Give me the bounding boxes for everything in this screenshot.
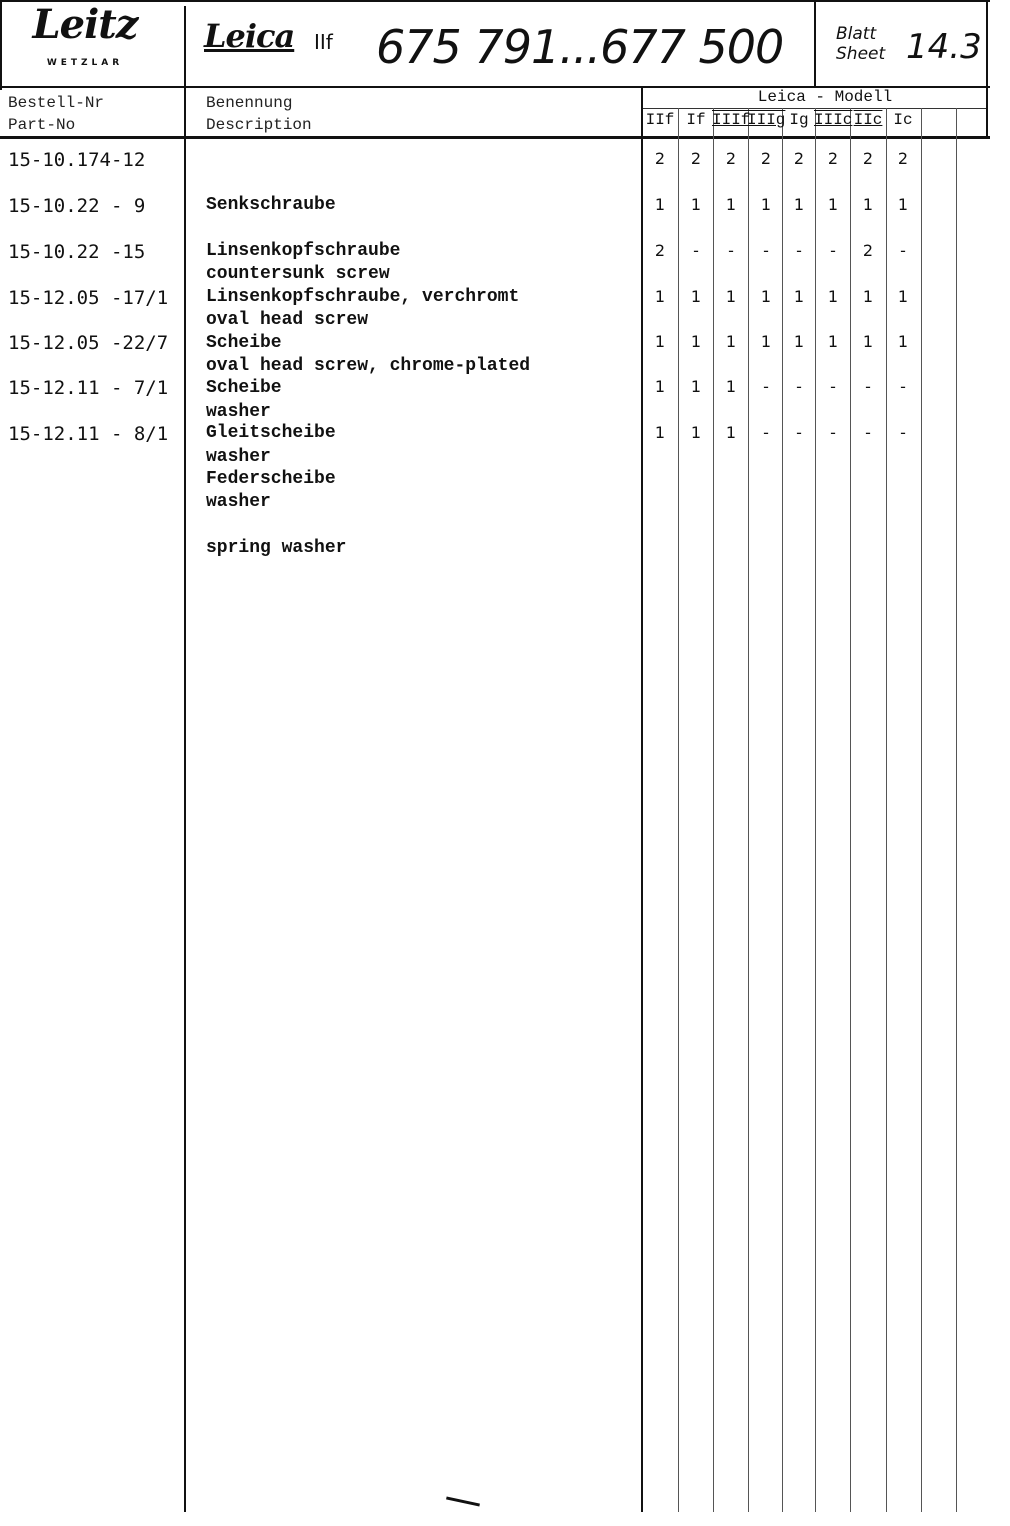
qty-cell: 1 bbox=[654, 332, 666, 351]
part-number: 15-12.11 - 7/1 bbox=[8, 377, 169, 399]
qty-cell: 1 bbox=[725, 377, 737, 396]
part-number: 15-12.11 - 8/1 bbox=[8, 423, 169, 445]
description bbox=[206, 422, 346, 606]
qty-cell: 1 bbox=[654, 195, 666, 214]
qty-cell: 1 bbox=[827, 332, 839, 351]
leitz-logo: Leitz bbox=[32, 1, 138, 48]
description-header bbox=[206, 92, 312, 136]
description-en: washer bbox=[206, 492, 271, 512]
qty-cell: - bbox=[900, 423, 906, 442]
qty-cell: 1 bbox=[897, 287, 909, 306]
qty-cell: 2 bbox=[654, 149, 666, 168]
qty-cell: 1 bbox=[862, 332, 874, 351]
qty-cell: - bbox=[865, 423, 871, 442]
qty-cell: 1 bbox=[897, 332, 909, 351]
leica-logo: Leica bbox=[204, 17, 295, 55]
description-en: washer bbox=[206, 447, 271, 467]
model-col-header: Ig bbox=[789, 111, 809, 129]
qty-cell: - bbox=[900, 241, 906, 260]
model-code: IIf bbox=[314, 30, 333, 54]
qty-cell: 1 bbox=[654, 423, 666, 442]
description-en: countersunk screw bbox=[206, 264, 390, 284]
qty-cell: 1 bbox=[725, 195, 737, 214]
qty-cell: 1 bbox=[690, 423, 702, 442]
qty-cell: 1 bbox=[654, 287, 666, 306]
model-col-header: Ic bbox=[893, 111, 913, 129]
qty-cell: - bbox=[900, 377, 906, 396]
description-de: Federscheibe bbox=[206, 469, 336, 489]
qty-cell: 1 bbox=[690, 332, 702, 351]
qty-cell: - bbox=[796, 377, 802, 396]
qty-cell: - bbox=[796, 241, 802, 260]
qty-cell: 1 bbox=[760, 332, 772, 351]
description-en: spring washer bbox=[206, 538, 347, 558]
part-number: 15-10.22 - 9 bbox=[8, 195, 146, 217]
serial-range: 675 791...677 500 bbox=[376, 20, 784, 74]
part-no-header bbox=[8, 92, 104, 136]
model-col-header: IIc bbox=[853, 111, 883, 129]
model-col-header: IIIg bbox=[747, 111, 786, 129]
qty-cell: 1 bbox=[690, 377, 702, 396]
qty-cell: 1 bbox=[793, 332, 805, 351]
qty-cell: 2 bbox=[654, 241, 666, 260]
description-de: Senkschraube bbox=[206, 195, 336, 215]
qty-cell: 1 bbox=[793, 287, 805, 306]
qty-cell: 1 bbox=[862, 287, 874, 306]
description-de: Linsenkopfschraube bbox=[206, 241, 401, 261]
column-header-rule bbox=[0, 136, 990, 139]
part-no-header-en: Part-No bbox=[8, 116, 76, 134]
qty-cell: 1 bbox=[897, 195, 909, 214]
description-en: oval head screw bbox=[206, 310, 369, 330]
description-header-de: Benennung bbox=[206, 94, 293, 112]
qty-cell: 1 bbox=[690, 287, 702, 306]
qty-cell: 1 bbox=[725, 423, 737, 442]
qty-cell: 1 bbox=[690, 195, 702, 214]
qty-cell: 2 bbox=[690, 149, 702, 168]
qty-cell: 2 bbox=[897, 149, 909, 168]
part-no-header-de: Bestell-Nr bbox=[8, 94, 105, 112]
model-col-header: IIIc bbox=[814, 111, 853, 129]
part-number: 15-10.22 -15 bbox=[8, 241, 146, 263]
qty-cell: - bbox=[763, 241, 769, 260]
wetzlar-label: WETZLAR bbox=[46, 58, 124, 68]
qty-cell: 1 bbox=[654, 377, 666, 396]
qty-cell: 2 bbox=[793, 149, 805, 168]
sheet-divider bbox=[814, 0, 816, 88]
description-header-en: Description bbox=[206, 116, 312, 134]
description-de: Linsenkopfschraube, verchromt bbox=[206, 287, 520, 307]
qty-cell: - bbox=[693, 241, 699, 260]
qty-cell: 1 bbox=[725, 287, 737, 306]
part-number: 15-12.05 -22/7 bbox=[8, 332, 169, 354]
description-en: oval head screw, chrome-plated bbox=[206, 356, 531, 376]
qty-cell: 2 bbox=[862, 149, 874, 168]
qty-cell: 1 bbox=[793, 195, 805, 214]
table-row bbox=[0, 422, 1010, 558]
sheet-label-de: Blatt bbox=[836, 24, 877, 44]
qty-cell: 2 bbox=[725, 149, 737, 168]
qty-cell: - bbox=[865, 377, 871, 396]
qty-cell: - bbox=[796, 423, 802, 442]
sheet-label-en: Sheet bbox=[836, 44, 886, 64]
qty-cell: - bbox=[763, 377, 769, 396]
models-title: Leica - Modell bbox=[757, 88, 893, 106]
part-number: 15-12.05 -17/1 bbox=[8, 287, 169, 309]
sheet-number: 14.3 bbox=[906, 27, 982, 67]
model-col-header: If bbox=[686, 111, 706, 129]
top-border bbox=[0, 0, 990, 2]
pen-mark bbox=[446, 1496, 480, 1506]
description-de: Scheibe bbox=[206, 378, 282, 398]
qty-cell: - bbox=[763, 423, 769, 442]
qty-cell: - bbox=[830, 241, 836, 260]
qty-cell: 2 bbox=[862, 241, 874, 260]
left-border bbox=[0, 0, 2, 90]
model-col-header: IIf bbox=[645, 111, 675, 129]
description-en: washer bbox=[206, 402, 271, 422]
qty-cell: 1 bbox=[725, 332, 737, 351]
qty-cell: 2 bbox=[827, 149, 839, 168]
qty-cell: 1 bbox=[827, 195, 839, 214]
qty-cell: - bbox=[830, 377, 836, 396]
qty-cell: - bbox=[728, 241, 734, 260]
model-col-header: IIIf bbox=[712, 111, 751, 129]
qty-cell: 2 bbox=[760, 149, 772, 168]
qty-cell: 1 bbox=[760, 287, 772, 306]
part-number: 15-10.174-12 bbox=[8, 149, 146, 171]
sheet-label bbox=[836, 24, 885, 64]
right-border bbox=[986, 0, 988, 138]
description-de: Scheibe bbox=[206, 333, 282, 353]
description-de: Gleitscheibe bbox=[206, 423, 336, 443]
qty-cell: - bbox=[830, 423, 836, 442]
qty-cell: 1 bbox=[827, 287, 839, 306]
qty-cell: 1 bbox=[862, 195, 874, 214]
qty-cell: 1 bbox=[760, 195, 772, 214]
